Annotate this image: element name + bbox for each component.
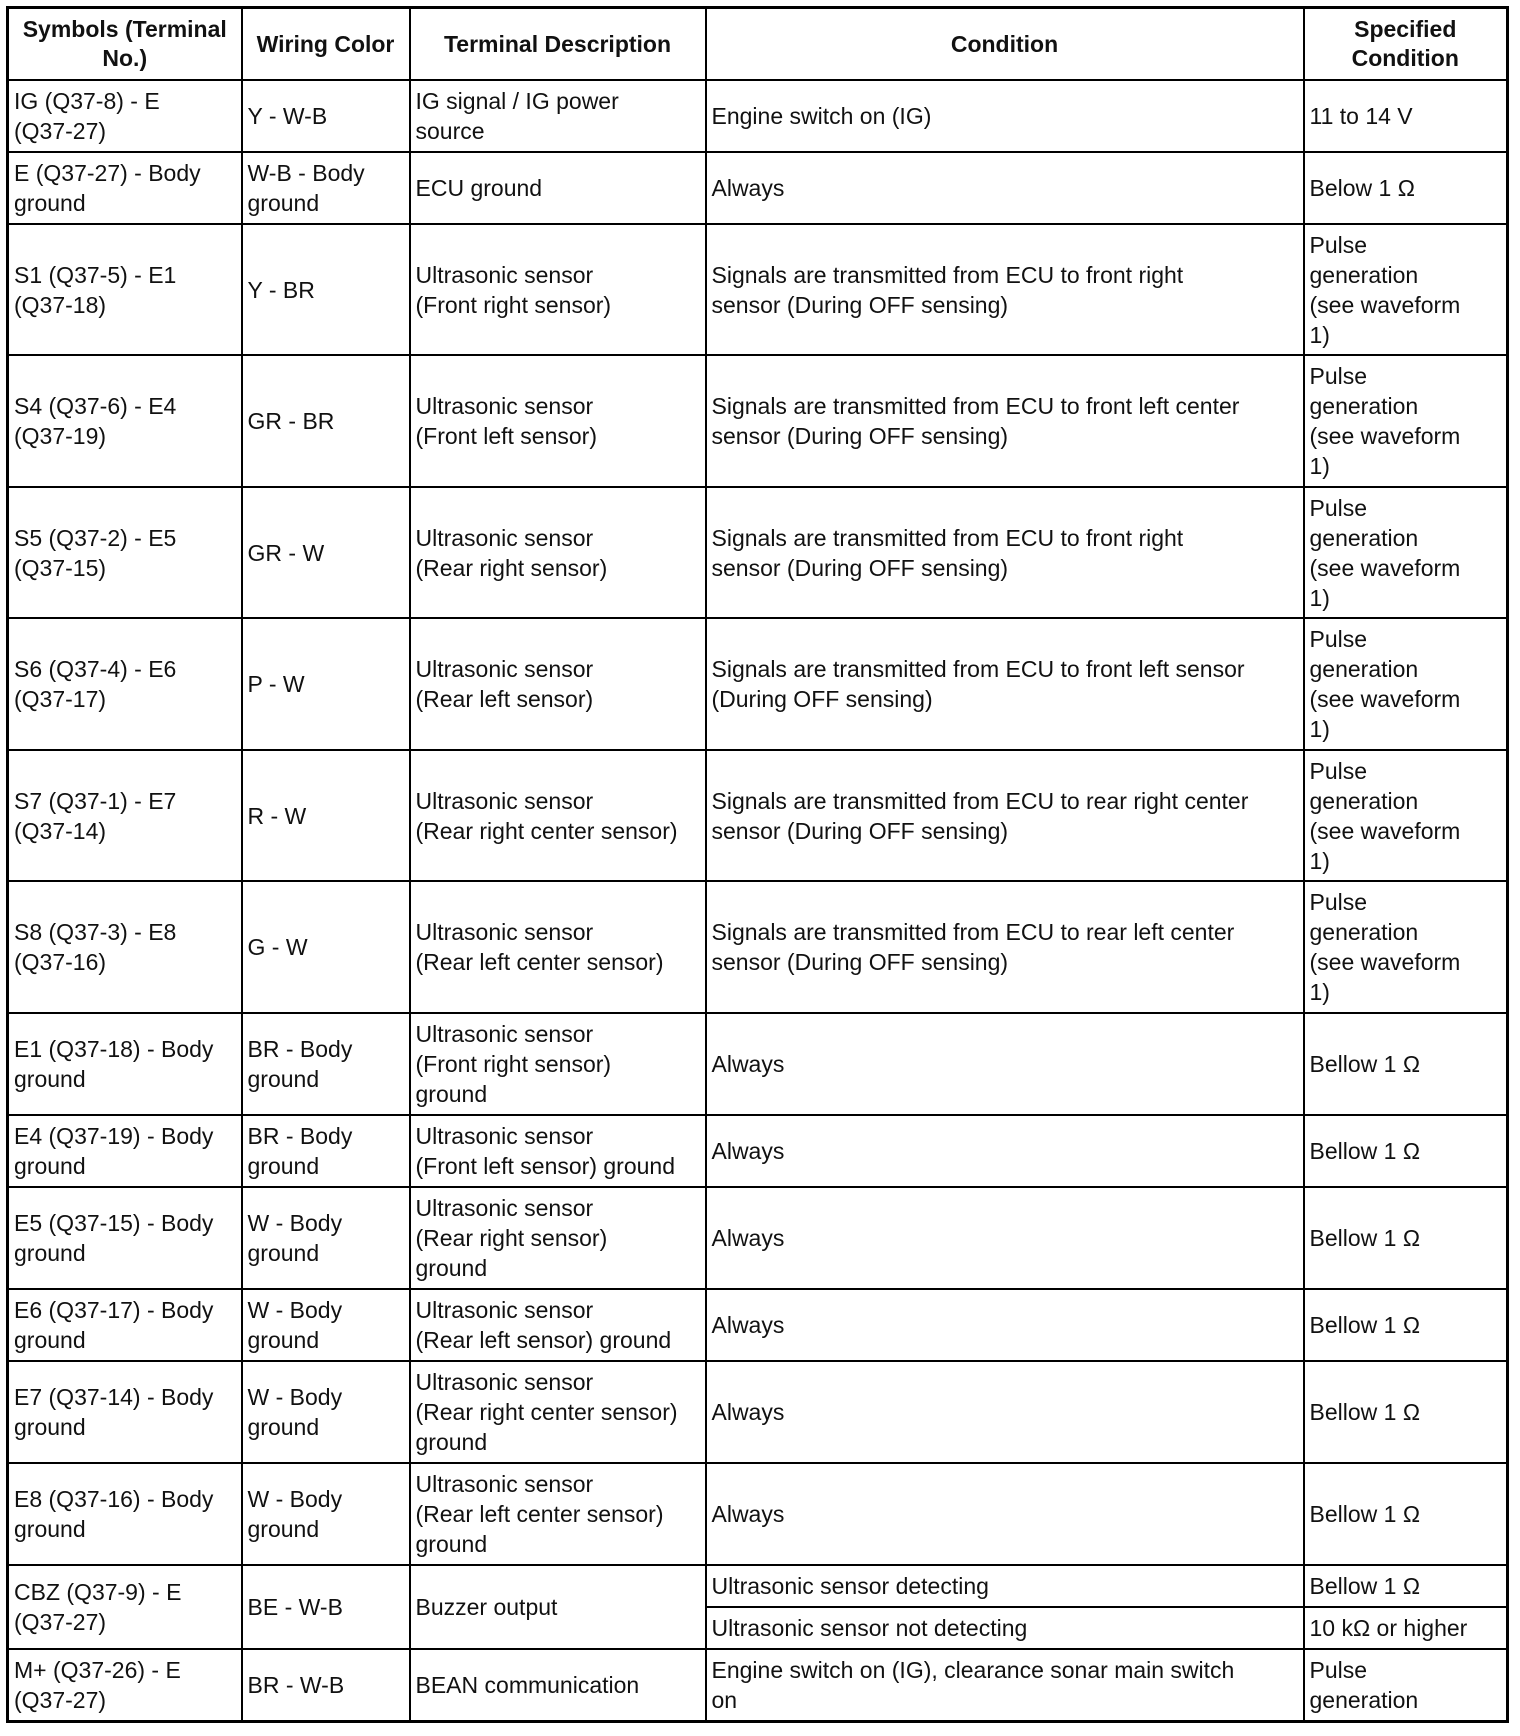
wiring-color-cell (242, 355, 410, 487)
terminal-description-cell-text: BEAN communication (415, 1671, 640, 1698)
table-row (8, 152, 1508, 224)
symbol-cell (8, 1187, 242, 1289)
symbol-cell-text: IG (Q37-8) - E (Q37-27) (14, 88, 160, 144)
wiring-color-cell (242, 487, 410, 618)
condition-cell-text: Signals are transmitted from ECU to rear left center sensor (During OFF sensing) (711, 919, 1235, 975)
condition-cell (706, 487, 1304, 618)
wiring-color-cell-text: BR - Body ground (247, 1036, 353, 1092)
condition-cell-text: Always (711, 1399, 785, 1425)
symbol-cell (8, 1289, 242, 1361)
specified-condition-cell (1304, 1361, 1508, 1463)
terminal-description-cell (410, 487, 706, 618)
symbol-cell (8, 618, 242, 750)
specified-condition-cell-text: Pulse generation (see waveform 1) (1309, 757, 1461, 874)
condition-cell (706, 1187, 1304, 1289)
specified-condition-cell-text: Pulse generation (1309, 1656, 1419, 1713)
condition-cell (706, 1013, 1304, 1115)
symbol-cell-text: S8 (Q37-3) - E8 (Q37-16) (14, 919, 177, 975)
terminal-description-cell-text: Ultrasonic sensor (Rear left center sensor) (415, 919, 664, 975)
specified-condition-cell-text: Bellow 1 Ω (1309, 1051, 1421, 1077)
condition-cell-text: Always (711, 1225, 785, 1251)
symbol-cell (8, 355, 242, 487)
wiring-color-cell (242, 1289, 410, 1361)
condition-cell (706, 224, 1304, 355)
wiring-color-cell (242, 750, 410, 881)
specified-condition-cell (1304, 618, 1508, 750)
wiring-color-cell-text: W - Body ground (247, 1210, 343, 1266)
table-row (8, 355, 1508, 487)
symbol-cell-text: E7 (Q37-14) - Body ground (14, 1384, 214, 1440)
condition-cell-text: Signals are transmitted from ECU to front right sensor (During OFF sensing) (711, 524, 1184, 581)
specified-condition-cell (1304, 1649, 1508, 1721)
header-terminal-description: Terminal Description (410, 8, 706, 81)
symbol-cell (8, 1013, 242, 1115)
symbol-cell (8, 1463, 242, 1565)
terminal-description-cell-text: Ultrasonic sensor (Rear right center sensor) (415, 787, 678, 844)
specified-condition-cell-text: Bellow 1 Ω (1309, 1138, 1421, 1164)
condition-cell (706, 1607, 1304, 1649)
symbol-cell-text: E6 (Q37-17) - Body ground (14, 1297, 214, 1353)
condition-cell (706, 1565, 1304, 1607)
table-header-row (8, 8, 1508, 81)
condition-cell (706, 881, 1304, 1013)
condition-cell-text: Signals are transmitted from ECU to front left center sensor (During OFF sensing) (711, 393, 1240, 449)
specified-condition-cell-text: Bellow 1 Ω (1309, 1312, 1421, 1338)
specified-condition-cell (1304, 1115, 1508, 1187)
symbol-cell-text: M+ (Q37-26) - E (Q37-27) (14, 1656, 181, 1713)
symbol-cell-text: S4 (Q37-6) - E4 (Q37-19) (14, 393, 177, 449)
specified-condition-cell-text: Pulse generation (see waveform 1) (1309, 231, 1461, 348)
symbol-cell-text: CBZ (Q37-9) - E (Q37-27) (14, 1579, 182, 1635)
table-row (8, 1115, 1508, 1187)
symbol-cell (8, 1361, 242, 1463)
specified-condition-cell (1304, 1187, 1508, 1289)
condition-cell (706, 618, 1304, 750)
condition-cell (706, 750, 1304, 881)
symbol-cell (8, 80, 242, 152)
terminal-description-cell (410, 881, 706, 1013)
wiring-color-cell (242, 1361, 410, 1463)
specified-condition-cell (1304, 1289, 1508, 1361)
terminal-description-cell (410, 1649, 706, 1721)
symbol-cell-text: E5 (Q37-15) - Body ground (14, 1210, 214, 1266)
wiring-color-cell-text: P - W (247, 671, 305, 697)
condition-cell-text: Always (711, 175, 785, 201)
specified-condition-cell-text: Bellow 1 Ω (1309, 1399, 1421, 1425)
specified-condition-cell (1304, 1565, 1508, 1607)
terminal-description-cell-text: Ultrasonic sensor (Front right sensor) (415, 261, 612, 318)
wiring-color-cell (242, 1463, 410, 1565)
condition-cell-text: Always (711, 1051, 785, 1077)
condition-cell (706, 1361, 1304, 1463)
specified-condition-cell (1304, 487, 1508, 618)
table-row (8, 224, 1508, 355)
specified-condition-cell-text: Pulse generation (see waveform 1) (1309, 363, 1461, 479)
terminal-description-cell (410, 1565, 706, 1649)
specified-condition-cell (1304, 1463, 1508, 1565)
terminal-description-cell (410, 1361, 706, 1463)
symbol-cell (8, 750, 242, 881)
terminal-description-cell (410, 1013, 706, 1115)
terminal-description-cell-text: Ultrasonic sensor (Rear right center sensor) ground (415, 1369, 678, 1455)
condition-cell-text: Always (711, 1312, 785, 1338)
specified-condition-cell-text: 10 kΩ or higher (1309, 1615, 1468, 1641)
terminal-description-cell-text: Ultrasonic sensor (Rear left sensor) (415, 656, 594, 712)
table-row (8, 881, 1508, 1013)
terminal-table-container (6, 6, 1509, 1723)
symbol-cell (8, 1115, 242, 1187)
wiring-color-cell-text: G - W (247, 934, 308, 960)
terminal-description-cell-text: Ultrasonic sensor (Front right sensor) ground (415, 1021, 612, 1107)
header-symbols: Symbols (Terminal No.) (8, 8, 242, 81)
wiring-color-cell (242, 1187, 410, 1289)
wiring-color-cell (242, 881, 410, 1013)
wiring-color-cell-text: Y - W-B (247, 103, 328, 129)
terminal-description-cell (410, 1289, 706, 1361)
specified-condition-cell-text: 11 to 14 V (1309, 103, 1413, 129)
terminal-description-cell (410, 224, 706, 355)
table-row (8, 1361, 1508, 1463)
wiring-color-cell (242, 80, 410, 152)
symbol-cell-text: S1 (Q37-5) - E1 (Q37-18) (14, 261, 177, 318)
condition-cell-text: Ultrasonic sensor not detecting (711, 1615, 1028, 1641)
condition-cell (706, 1115, 1304, 1187)
specified-condition-cell-text: Below 1 Ω (1309, 175, 1415, 201)
terminal-description-cell (410, 1463, 706, 1565)
terminal-description-cell-text: Buzzer output (415, 1594, 558, 1620)
table-row (8, 1565, 1508, 1607)
wiring-color-cell-text: BR - W-B (247, 1671, 345, 1698)
wiring-color-cell-text: W - Body ground (247, 1384, 343, 1440)
condition-cell-text: Signals are transmitted from ECU to rear right center sensor (During OFF sensing) (711, 787, 1249, 844)
condition-cell-text: Signals are transmitted from ECU to front left sensor (During OFF sensing) (711, 656, 1245, 712)
table-row (8, 80, 1508, 152)
table-row (8, 1289, 1508, 1361)
wiring-color-cell-text: BR - Body ground (247, 1123, 353, 1179)
condition-cell-text: Signals are transmitted from ECU to front right sensor (During OFF sensing) (711, 261, 1184, 318)
specified-condition-cell (1304, 1013, 1508, 1115)
condition-cell (706, 1463, 1304, 1565)
wiring-color-cell (242, 1565, 410, 1649)
table-body (8, 80, 1508, 1721)
table-row (8, 618, 1508, 750)
symbol-cell-text: S5 (Q37-2) - E5 (Q37-15) (14, 524, 177, 581)
terminal-description-cell-text: IG signal / IG power source (415, 88, 619, 144)
condition-cell (706, 80, 1304, 152)
header-condition: Condition (706, 8, 1304, 81)
header-wiring-color: Wiring Color (242, 8, 410, 81)
terminal-description-cell-text: Ultrasonic sensor (Front left sensor) ground (415, 1123, 676, 1179)
specified-condition-cell (1304, 881, 1508, 1013)
specified-condition-cell-text: Pulse generation (see waveform 1) (1309, 889, 1461, 1005)
wiring-color-cell-text: W-B - Body ground (247, 160, 365, 216)
wiring-color-cell (242, 152, 410, 224)
symbol-cell-text: E1 (Q37-18) - Body ground (14, 1036, 214, 1092)
condition-cell (706, 1289, 1304, 1361)
terminal-description-cell (410, 1187, 706, 1289)
condition-cell-text: Always (711, 1501, 785, 1527)
wiring-color-cell-text: Y - BR (247, 276, 315, 303)
wiring-color-cell (242, 224, 410, 355)
specified-condition-cell-text: Pulse generation (see waveform 1) (1309, 494, 1461, 611)
wiring-color-cell-text: BE - W-B (247, 1594, 343, 1620)
wiring-color-cell-text: R - W (247, 802, 307, 829)
terminal-description-cell (410, 618, 706, 750)
terminal-description-cell-text: Ultrasonic sensor (Rear right sensor) ground (415, 1195, 608, 1281)
symbol-cell-text: E (Q37-27) - Body ground (14, 160, 201, 216)
wiring-color-cell (242, 1649, 410, 1721)
specified-condition-cell-text: Pulse generation (see waveform 1) (1309, 626, 1461, 742)
specified-condition-cell-text: Bellow 1 Ω (1309, 1501, 1421, 1527)
condition-cell-text: Engine switch on (IG) (711, 103, 932, 129)
wiring-color-cell-text: W - Body ground (247, 1486, 343, 1542)
terminal-description-cell-text: Ultrasonic sensor (Front left sensor) (415, 393, 597, 449)
condition-cell-text: Ultrasonic sensor detecting (711, 1573, 989, 1599)
wiring-color-cell-text: W - Body ground (247, 1297, 343, 1353)
specified-condition-cell-text: Bellow 1 Ω (1309, 1225, 1421, 1251)
terminal-table (6, 6, 1509, 1723)
header-specified-condition: Specified Condition (1304, 8, 1508, 81)
symbol-cell-text: S7 (Q37-1) - E7 (Q37-14) (14, 787, 177, 844)
table-row (8, 1187, 1508, 1289)
symbol-cell (8, 881, 242, 1013)
wiring-color-cell-text: GR - BR (247, 408, 335, 434)
terminal-description-cell (410, 750, 706, 881)
condition-cell-text: Engine switch on (IG), clearance sonar main switch on (711, 1656, 1235, 1713)
symbol-cell (8, 487, 242, 618)
table-row (8, 750, 1508, 881)
symbol-cell-text: S6 (Q37-4) - E6 (Q37-17) (14, 656, 177, 712)
wiring-color-cell (242, 618, 410, 750)
table-row (8, 1463, 1508, 1565)
table-row (8, 487, 1508, 618)
terminal-description-cell-text: Ultrasonic sensor (Rear left sensor) ground (415, 1297, 672, 1353)
wiring-color-cell (242, 1013, 410, 1115)
table-row (8, 1013, 1508, 1115)
terminal-description-cell (410, 1115, 706, 1187)
specified-condition-cell-text: Bellow 1 Ω (1309, 1573, 1421, 1599)
condition-cell (706, 355, 1304, 487)
terminal-description-cell-text: Ultrasonic sensor (Rear right sensor) (415, 524, 608, 581)
terminal-description-cell (410, 80, 706, 152)
specified-condition-cell (1304, 224, 1508, 355)
wiring-color-cell-text: GR - W (247, 539, 325, 566)
symbol-cell (8, 152, 242, 224)
specified-condition-cell (1304, 1607, 1508, 1649)
terminal-description-cell-text: Ultrasonic sensor (Rear left center sensor) ground (415, 1471, 664, 1557)
condition-cell-text: Always (711, 1138, 785, 1164)
condition-cell (706, 1649, 1304, 1721)
symbol-cell (8, 224, 242, 355)
specified-condition-cell (1304, 80, 1508, 152)
table-row (8, 1649, 1508, 1721)
terminal-description-cell-text: ECU ground (415, 175, 543, 201)
condition-cell (706, 152, 1304, 224)
wiring-color-cell (242, 1115, 410, 1187)
symbol-cell (8, 1565, 242, 1649)
specified-condition-cell (1304, 750, 1508, 881)
terminal-description-cell (410, 355, 706, 487)
symbol-cell-text: E4 (Q37-19) - Body ground (14, 1123, 214, 1179)
symbol-cell (8, 1649, 242, 1721)
specified-condition-cell (1304, 152, 1508, 224)
terminal-description-cell (410, 152, 706, 224)
specified-condition-cell (1304, 355, 1508, 487)
symbol-cell-text: E8 (Q37-16) - Body ground (14, 1486, 214, 1542)
